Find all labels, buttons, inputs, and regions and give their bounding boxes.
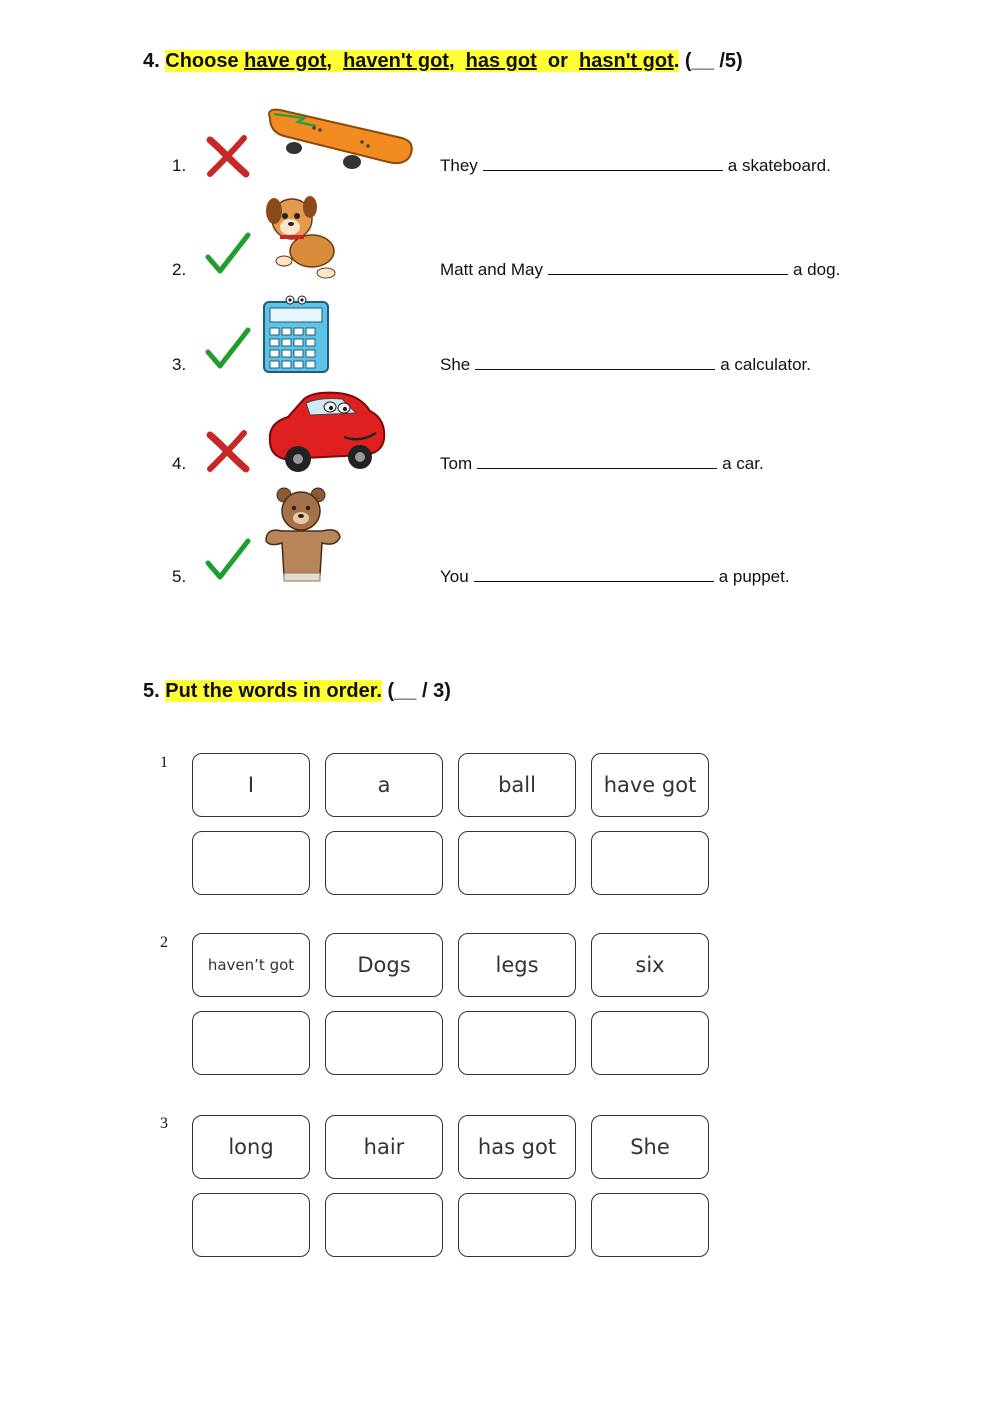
word-card[interactable]: long bbox=[192, 1115, 310, 1179]
sentence-4: Tom a car. bbox=[440, 454, 764, 473]
sentence-5: You a puppet. bbox=[440, 567, 790, 586]
answer-blank[interactable] bbox=[483, 156, 723, 171]
answer-box[interactable] bbox=[591, 831, 709, 895]
sentence-1: They a skateboard. bbox=[440, 156, 831, 175]
car-picture bbox=[264, 389, 390, 475]
sentence-2: Matt and May a dog. bbox=[440, 260, 841, 279]
exercise-item-5 bbox=[0, 485, 1000, 585]
answer-box[interactable] bbox=[325, 1193, 443, 1257]
dog-picture bbox=[262, 189, 344, 281]
word-card[interactable]: six bbox=[591, 933, 709, 997]
answer-blank[interactable] bbox=[548, 260, 788, 275]
group-number: 1 bbox=[160, 754, 168, 771]
puppet-picture bbox=[262, 487, 346, 585]
cross-icon bbox=[204, 134, 252, 180]
sentence-3: She a calculator. bbox=[440, 355, 811, 374]
word-card[interactable]: She bbox=[591, 1115, 709, 1179]
word-card[interactable]: Dogs bbox=[325, 933, 443, 997]
answer-box[interactable] bbox=[192, 831, 310, 895]
answer-box[interactable] bbox=[325, 1011, 443, 1075]
cross-icon bbox=[204, 429, 252, 475]
answer-box[interactable] bbox=[591, 1011, 709, 1075]
answer-box[interactable] bbox=[458, 1193, 576, 1257]
answer-blank[interactable] bbox=[477, 454, 717, 469]
answer-box[interactable] bbox=[458, 831, 576, 895]
answer-box[interactable] bbox=[591, 1193, 709, 1257]
exercise-item-3 bbox=[0, 290, 1000, 390]
section-4-score: (__ /5) bbox=[684, 50, 743, 72]
tick-icon bbox=[204, 537, 252, 583]
word-card[interactable]: haven’t got bbox=[192, 933, 310, 997]
section-4-heading: 4. Choose have got, haven't got, has got or hasn't got. (__ /5) bbox=[143, 50, 743, 72]
answer-blank[interactable] bbox=[474, 567, 714, 582]
answer-box[interactable] bbox=[192, 1011, 310, 1075]
item-number: 4. bbox=[172, 454, 187, 473]
exercise-item-2 bbox=[0, 185, 1000, 285]
calculator-picture bbox=[262, 294, 330, 374]
word-card[interactable]: I bbox=[192, 753, 310, 817]
word-card[interactable]: a bbox=[325, 753, 443, 817]
item-number: 5. bbox=[172, 567, 187, 586]
word-card[interactable]: ball bbox=[458, 753, 576, 817]
answer-blank[interactable] bbox=[475, 355, 715, 370]
section-5-score: (__ / 3) bbox=[387, 680, 451, 702]
exercise-item-4 bbox=[0, 385, 1000, 485]
item-number: 1. bbox=[172, 156, 187, 175]
section-4-instruction: Choose have got, haven't got, has got or hasn't got. bbox=[165, 50, 680, 72]
answer-box[interactable] bbox=[192, 1193, 310, 1257]
option-has-got: has got bbox=[465, 50, 537, 72]
word-card[interactable]: hair bbox=[325, 1115, 443, 1179]
answer-box[interactable] bbox=[458, 1011, 576, 1075]
tick-icon bbox=[204, 231, 252, 277]
group-number: 2 bbox=[160, 934, 168, 951]
section-5-title: Put the words in order. bbox=[165, 680, 382, 702]
word-card[interactable]: has got bbox=[458, 1115, 576, 1179]
item-number: 2. bbox=[172, 260, 187, 279]
option-havent-got: haven't got bbox=[343, 50, 449, 72]
word-card[interactable]: have got bbox=[591, 753, 709, 817]
skateboard-picture bbox=[264, 104, 416, 176]
tick-icon bbox=[204, 326, 252, 372]
answer-box[interactable] bbox=[325, 831, 443, 895]
group-number: 3 bbox=[160, 1115, 168, 1132]
option-hasnt-got: hasn't got bbox=[579, 50, 674, 72]
section-5-heading: 5. Put the words in order. (__ / 3) bbox=[143, 680, 451, 702]
item-number: 3. bbox=[172, 355, 187, 374]
word-card[interactable]: legs bbox=[458, 933, 576, 997]
option-have-got: have got bbox=[244, 50, 327, 72]
